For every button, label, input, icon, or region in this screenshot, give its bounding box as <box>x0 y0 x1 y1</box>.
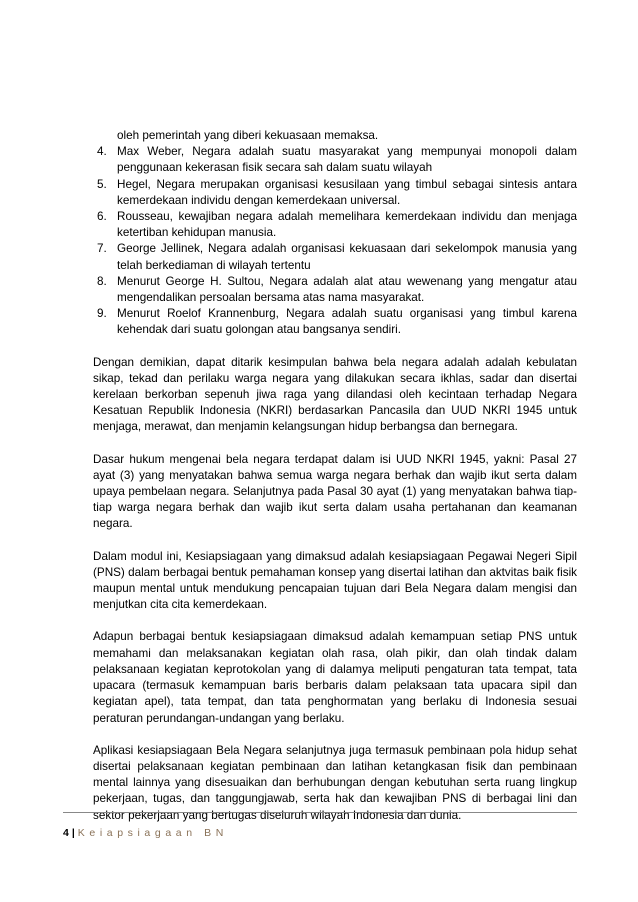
body-text <box>93 128 577 824</box>
list-text: George Jellinek, Negara adalah organisasi kekuasaan dari sekelompok manusia yang telah berkediaman di wilayah tertentu <box>117 242 577 272</box>
page-number: 4 <box>63 827 69 839</box>
list-item <box>93 209 577 241</box>
footer-separator: | <box>71 827 75 839</box>
list-item <box>93 306 577 338</box>
list-text: Hegel, Negara merupakan organisasi kesusilaan yang timbul sebagai sintesis antara kemerdekaan individu dengan kemerdekaan universal. <box>117 177 577 207</box>
list-item <box>93 241 577 273</box>
list-text: Menurut George H. Sultou, Negara adalah alat atau wewenang yang mengatur atau mengendalikan persoalan bersama atas nama masyarakat. <box>117 274 577 305</box>
list-text: Menurut Roelof Krannenburg, Negara adalah suatu organisasi yang timbul karena kehendak dari suatu golongan atau bangsanya sendiri. <box>117 307 577 337</box>
list-item <box>93 274 577 306</box>
list-number: 8. <box>97 274 107 288</box>
page-footer <box>63 826 577 840</box>
list-number: 7. <box>97 242 107 256</box>
paragraph-conclusion: Dengan demikian, dapat ditarik kesimpulan bahwa bela negara adalah adalah kebulatan sikap, tekad dan perilaku warga negara yang dilakukan secara ikhlas, sadar dan disertai kerelaan berkorban sepenuh jiwa raga yang dilandasi oleh kecintaan terhadap Negara Kesatuan Republik Indonesia (NKRI) berdasarkan Pancasila dan UUD NKRI 1945 untuk menjaga, merawat, dan menjamin kelangsungan hidup berbangsa dan bernegara. <box>93 355 577 434</box>
list-item <box>93 144 577 176</box>
paragraph-legal-basis: Dasar hukum mengenai bela negara terdapat dalam isi UUD NKRI 1945, yakni: Pasal 27 ayat (3) yang menyatakan bahwa semua warga negara berhak dan wajib ikut serta dalam upaya pembelaan negara. Selanjutnya pada Pasal 30 ayat (1) yang menyatakan bahwa tiap-tiap warga negara berhak dan wajib ikut serta dalam usaha pertahanan dan keamanan negara. <box>93 452 577 531</box>
footer-divider <box>63 812 577 813</box>
footer-title: Keiapsiagaan BN <box>77 827 228 839</box>
list-text: Max Weber, Negara adalah suatu masyarakat yang mempunyai monopoli dalam penggunaan kekerasan fisik secara sah dalam suatu wilayah <box>117 145 577 175</box>
list-number: 6. <box>97 210 107 224</box>
list-item <box>93 177 577 209</box>
paragraph-module-scope: Dalam modul ini, Kesiapsiagaan yang dimaksud adalah kesiapsiagaan Pegawai Negeri Sipil (PNS) dalam berbagai bentuk pemahaman konsep yang disertai latihan dan aktvitas baik fisik maupun mental untuk mendukung pencapaian tujuan dari Bela Negara dalam mengisi dan menjutkan cita cita kemerdekaan. <box>93 549 578 612</box>
list-text: Rousseau, kewajiban negara adalah memelihara kemerdekaan individu dan menjaga ketertiban kehidupan manusia. <box>117 210 577 240</box>
list-continuation: oleh pemerintah yang diberi kekuasaan memaksa. <box>117 129 379 142</box>
list-number: 4. <box>97 145 107 159</box>
paragraph-readiness-forms: Adapun berbagai bentuk kesiapsiagaan dimaksud adalah kemampuan setiap PNS untuk memahami dan melaksanakan kegiatan olah rasa, olah pikir, dan olah tindak dalam pelaksanaan kegiatan keprotokolan yang di dalamya meliputi pengaturan tata tempat, tata upacara (termasuk kemampuan baris berbaris dalam pelaksaan tata upacara sipil dan kegiatan apel), tata tempat, dan tata penghormatan yang berlaku di Indonesia sesuai peraturan perundangan-undangan yang berlaku. <box>93 630 577 725</box>
paragraph-application: Aplikasi kesiapsiagaan Bela Negara selanjutnya juga termasuk pembinaan pola hidup sehat disertai pelaksanaan kegiatan pembinaan dan latihan ketangkasan fisik dan pembinaan mental lainnya yang disesuaikan dan berhubungan dengan kebutuhan serta ruang lingkup pekerjaan, tugas, dan tanggungjawab, serta hak dan kewajiban PNS di berbagai lini dan sektor pekerjaan yang bertugas diseluruh wilayah Indonesia dan dunia. <box>93 743 577 822</box>
list-number: 9. <box>97 307 107 321</box>
list-number: 5. <box>97 177 107 191</box>
definition-list <box>93 144 577 338</box>
